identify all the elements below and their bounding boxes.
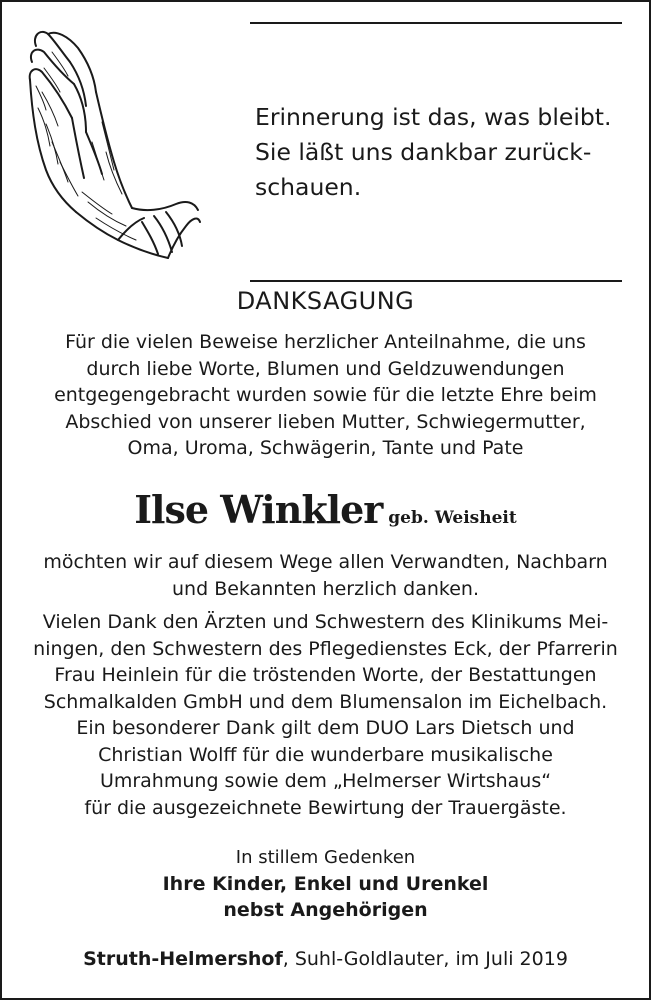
top-rule [250, 22, 622, 24]
special-thanks-line: ningen, den Schwestern des Pflegedienstes Eck, der Pfarrerin [33, 637, 618, 660]
intro-line: durch liebe Worte, Blumen und Geldzuwendungen [86, 357, 565, 380]
birth-name: geb. Weisheit [388, 508, 517, 528]
signature [22, 871, 629, 923]
signature-line: Ihre Kinder, Enkel und Urenkel [162, 873, 489, 895]
intro-line: Oma, Uroma, Schwägerin, Tante und Pate [127, 437, 524, 459]
intro-line: Für die vielen Beweise herzlicher Anteilnahme, die uns [65, 331, 586, 353]
special-thanks-line: Vielen Dank den Ärzten und Schwestern des Klinikums Mei- [42, 611, 609, 633]
deceased-name-line [22, 488, 629, 540]
intro-line: Abschied von unserer lieben Mutter, Schwiegermutter, [65, 410, 586, 433]
quote-line: Erinnerung ist das, was bleibt. [255, 103, 612, 131]
intro-paragraph [22, 329, 629, 462]
place-rest: , Suhl-Goldlauter, im Juli 2019 [282, 948, 568, 970]
quote [255, 100, 625, 205]
special-thanks-line: Frau Heinlein für die tröstenden Worte, der Bestattungen [54, 664, 597, 686]
special-thanks-line: für die ausgezeichnete Bewirtung der Trauergäste. [84, 796, 567, 819]
special-thanks-line: Ein besonderer Dank gilt dem DUO Lars Dietsch und [76, 717, 575, 739]
memorial-line: In stillem Gedenken [235, 847, 416, 868]
thanks-line: möchten wir auf diesem Wege allen Verwandten, Nachbarn [43, 551, 608, 573]
place-town: Struth-Helmershof [83, 948, 283, 970]
intro-line: entgegengebracht wurden sowie für die letzte Ehre beim [54, 384, 597, 406]
heading: DANKSAGUNG [236, 287, 415, 315]
quote-line: Sie läßt uns dankbar zurück- [255, 138, 592, 166]
praying-hands-icon [22, 22, 202, 272]
special-thanks-line: Umrahmung sowie dem „Helmerser Wirtshaus“ [99, 770, 552, 792]
thanks-line: und Bekannten herzlich danken. [172, 577, 479, 600]
deceased-name: Ilse Winkler [134, 487, 383, 532]
bottom-rule [250, 280, 622, 282]
signature-line: nebst Angehörigen [223, 899, 428, 921]
quote-line: schauen. [255, 173, 362, 201]
special-thanks-line: Schmalkalden GmbH und dem Blumensalon im Eichelbach. [43, 690, 608, 713]
place-date-line [22, 946, 629, 972]
special-thanks-line: Christian Wolff für die wunderbare musikalische [98, 743, 553, 766]
thanks-paragraph [22, 549, 629, 602]
special-thanks-paragraph [22, 609, 629, 821]
